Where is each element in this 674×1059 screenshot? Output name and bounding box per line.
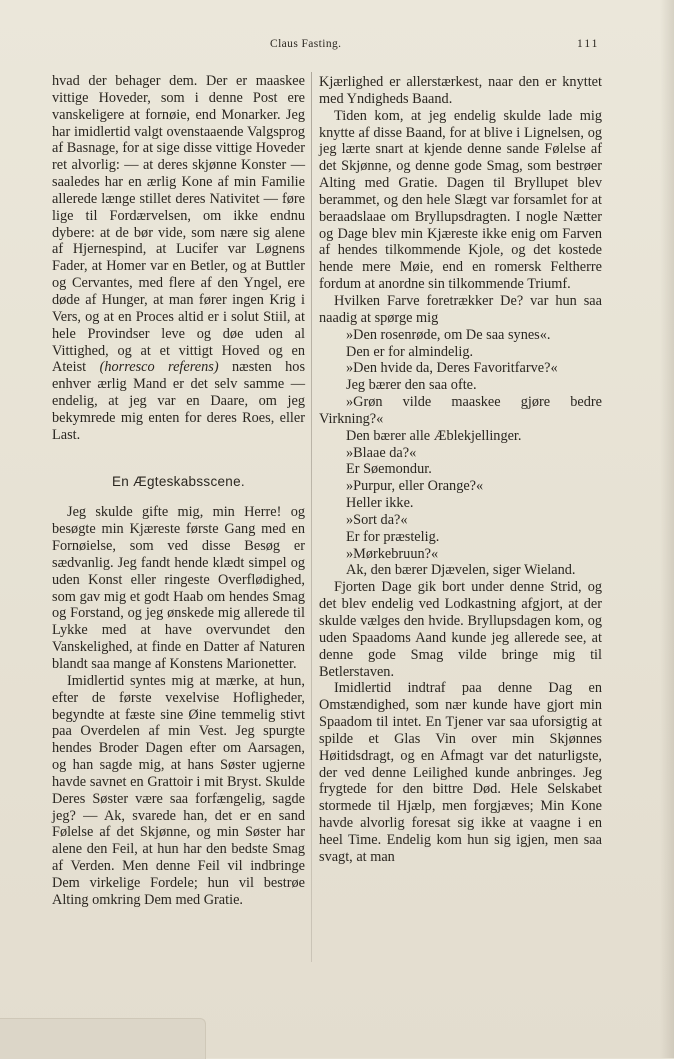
- paragraph: Fjorten Dage gik bort under denne Strid, og det blev endelig ved Lodkastning afgjort, at der skulde vælges den hvide. Bryllupsdagen kom, og uden Spaadoms Aand kunde jeg allerede see, at denne gode Smag vilde bringe mig til Betlerstaven.: [319, 579, 602, 680]
- italic-phrase: (horresco referens): [99, 359, 219, 376]
- page-corner: [0, 1018, 206, 1059]
- dialogue-line: Jeg bærer den saa ofte.: [346, 377, 477, 394]
- paragraph: [52, 73, 305, 444]
- dialogue-line: Ak, den bærer Djævelen, siger Wieland.: [346, 562, 576, 579]
- paragraph: Imidlertid indtraf paa denne Dag en Omstændighed, som nær kunde have gjort min Spaadom til intet. En Tjener var saa uforsigtig at spilde et Glas Vin over min Skjønnes Høitidsdragt, og en Afmagt var det naturligste, der ved denne Leilighed kunde anbringes. Jeg frygtede for den bittre Død. Hele Selskabet stormede til Hjælp, men forgjæves; Min Kone havde alvorlig foresat sig ikke at vaagne i en heel Time. Endelig kom hun sig igjen, men saa svagt, at man: [319, 680, 602, 865]
- right-column: [319, 74, 602, 866]
- paragraph: Jeg skulde gifte mig, min Herre! og besøgte min Kjæreste første Gang med en Fornøielse, som ved disse Besøg er sædvanlig. Jeg fandt hende klædt simpel og uden Konst eller ringeste Overflødighed, som gav mig et godt Haab om hendes Smag og Forstand, og jeg ønskede mig allerede til Lykke med at have overvundet den Vanskelighed, at finde en Datter af Naturen blandt saa mange af Konstens Marionetter.: [52, 504, 305, 672]
- paragraph: Hvilken Farve foretrækker De? var hun saa naadig at spørge mig: [319, 292, 602, 326]
- dialogue-line: »Purpur, eller Orange?«: [346, 478, 484, 495]
- running-header: [0, 38, 674, 54]
- paragraph: Kjærlighed er allerstærkest, naar den er knyttet med Yndigheds Baand.: [319, 74, 602, 107]
- dialogue-line: »Sort da?«: [346, 511, 408, 528]
- section-heading: En Ægteskabsscene.: [112, 473, 245, 489]
- page-number: 111: [577, 38, 600, 50]
- page-edge-shadow: [660, 0, 674, 1058]
- dialogue-line: Den bærer alle Æblekjellinger.: [346, 427, 522, 444]
- dialogue-line: »Den hvide da, Deres Favoritfarve?«: [346, 360, 558, 377]
- column-rule: [311, 72, 312, 962]
- running-title: Claus Fasting.: [270, 38, 342, 50]
- left-column: [52, 73, 305, 909]
- paragraph: Imidlertid syntes mig at mærke, at hun, efter de første vexelvise Hofligheder, begyndte at fæste sine Øine temmelig stivt paa Overdelen af min Vest. Jeg spurgte hendes Broder Dagen efter om Aarsagen, og han sagde mig, at hans Søster ugjerne havde savnet en Grattoir i mit Bryst. Skulde Deres Søster være saa forfængelig, sagde jeg? — Ak, svarede han, det er en sand Følelse af det Skjønne, og min Søster har alene den Feil, at hun har den bedste Smag af Verden. Men denne Feil vil indbringe Dem virkelige Fordele; hun vil bestrøe Alting omkring Dem med Gratie.: [52, 672, 305, 908]
- paragraph-text: hvad der behager dem. Der er maaskee vittige Hoveder, som i denne Post ere vanskeligere at fornøie, end Monarker. Jeg har imidlertid valgt ovenstaaende Valgsprog af Basnage, for at sige disse vittige Hoveder ret alvorlig: — at deres skjønne Konster — saaledes har en ærlig Kone af min Familie allerede længe stillet deres Nativitet — føre lige til Fordærvelsen, om ikke endnu dybere: at de bør vide, som nære sig alene af Hjernespind, at Lucifer var Løgnens Fader, at Homer var en Betler, og at Buttler og Cervantes, med flere af den Yngel, ere døde af Hunger, at man fører ingen Krig i Vers, og at en Proces altid er i solut Stiil, at hele Provindser leve og døe uden al Vittighed, og at et vittigt Hoved og en Ateist: [52, 73, 305, 376]
- dialogue-line: Den er for almindelig.: [346, 343, 474, 360]
- dialogue-line: »Blaae da?«: [346, 444, 417, 461]
- dialogue-line: »Grøn vilde maaskee gjøre bedre Virkning?«: [319, 394, 602, 427]
- dialogue-line: Er Søemondur.: [346, 461, 432, 478]
- paragraph: Tiden kom, at jeg endelig skulde lade mig knytte af disse Baand, for at blive i Lignelsen, og jeg lærte snart at kjende denne sande Følelse af det Skjønne, og denne gode Smag, som bestrøer Alting med Gratie. Dagen til Bryllupet blev berammet, og den hele Slægt var forsamlet for at beraadslaae om Bryllupsdragten. I nogle Nætter og Dage blev min Kjæreste ikke enig om Farven af hendes tilkommende Kjole, og det kostede hende mere Møie, end en romersk Feltherre fordum at anordne sin tilkommende Triumf.: [319, 107, 602, 293]
- paragraph-text: næsten hos enhver ærlig Mand er det selv samme — endelig, at jeg var en Daare, om jeg bekymrede mig enten for deres Roes, eller Last.: [52, 359, 306, 443]
- dialogue-line: Er for præstelig.: [346, 528, 440, 545]
- dialogue-line: »Mørkebruun?«: [346, 545, 439, 562]
- dialogue-line: »Den rosenrøde, om De saa synes«.: [346, 326, 551, 343]
- dialogue-line: Heller ikke.: [346, 495, 414, 512]
